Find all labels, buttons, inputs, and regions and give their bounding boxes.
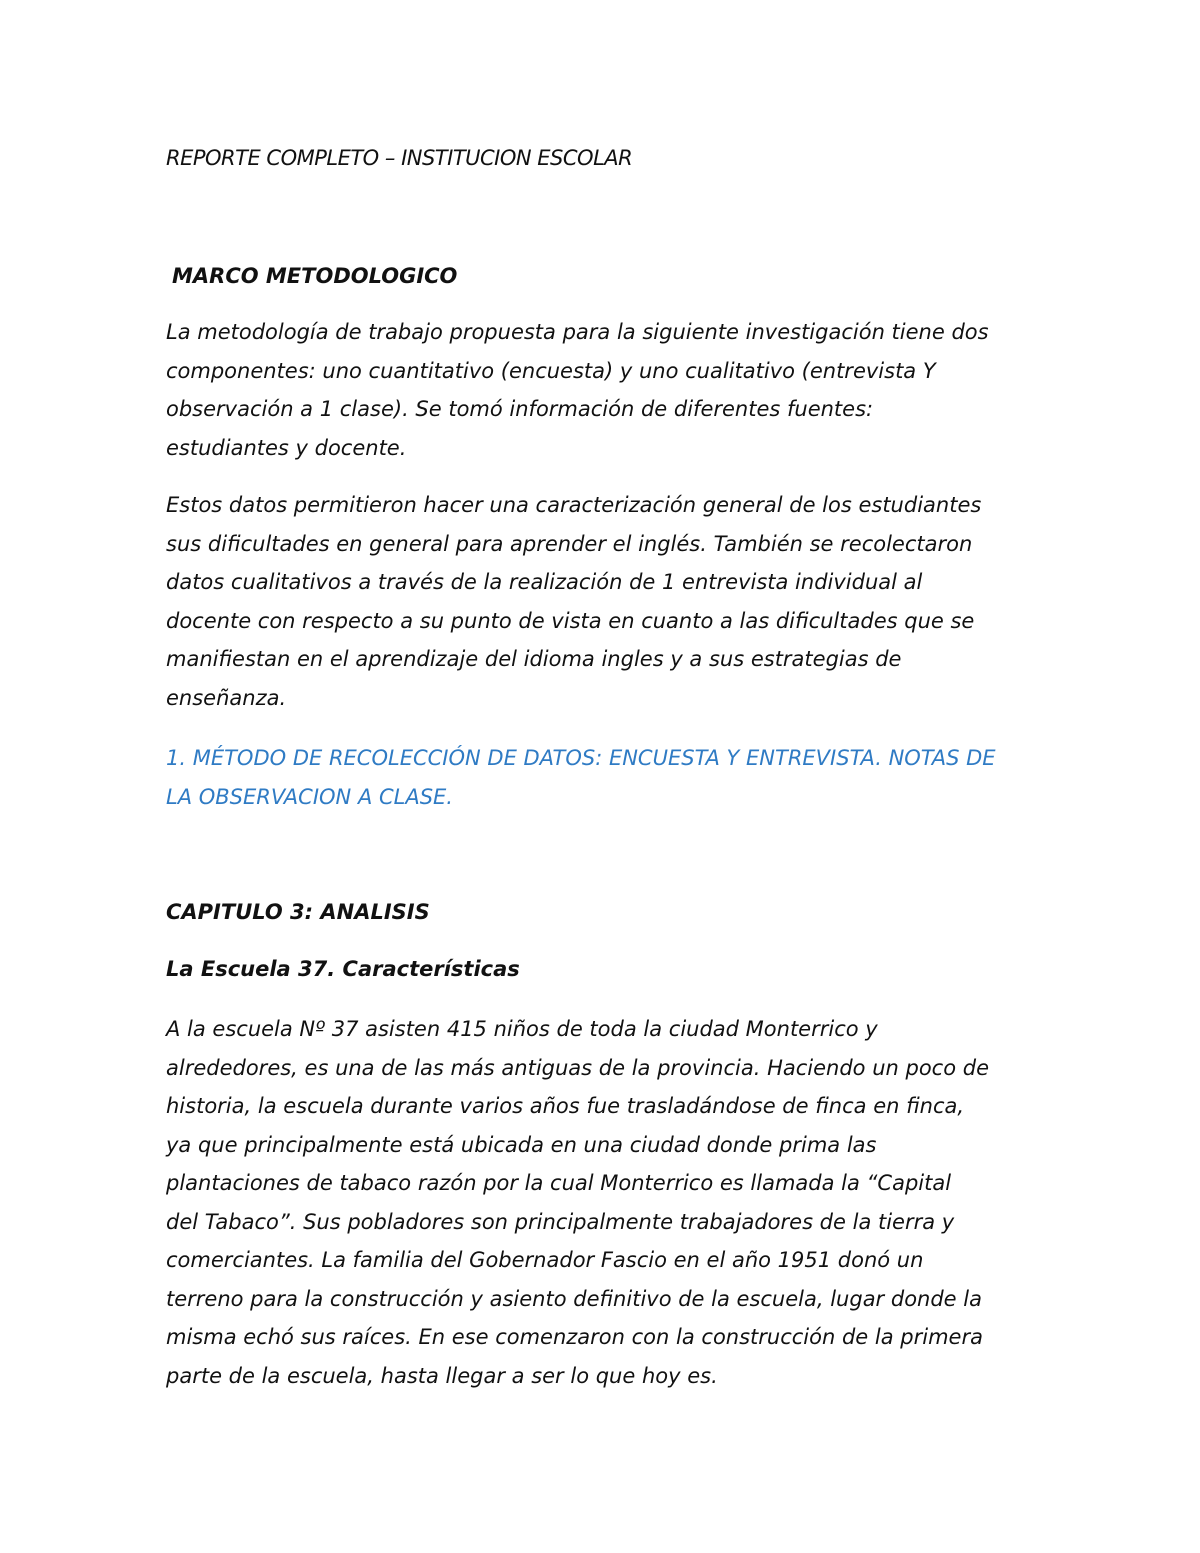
heading-data-collection-method: 1. MÉTODO DE RECOLECCIÓN DE DATOS: ENCUESTA Y ENTREVISTA. NOTAS DE LA OBSERVACION A CLASE. (166, 746, 996, 809)
subsection-title-escuela-37: La Escuela 37. Características (166, 957, 520, 981)
paragraph-data-characterization: Estos datos permitieron hacer una caracterización general de los estudiantes sus dificultades en general para aprender el inglés. También se recolectaron datos cualitativos a través de la realización de 1 entrevista individual al docente con respecto a su punto de vista en cuanto a las dificultades que se manifiestan en el aprendizaje del idioma ingles y a sus estrategias de enseñanza. (166, 493, 982, 710)
paragraph-school-history: A la escuela Nº 37 asisten 415 niños de toda la ciudad Monterrico y alrededores, es una de las más antiguas de la provincia. Haciendo un poco de historia, la escuela durante varios años fue trasladándose de finca en finca, ya que principalmente está ubicada en una ciudad donde prima las plantaciones de tabaco razón por la cual Monterrico es llamada la “Capital del Tabaco”. Sus pobladores son principalmente trabajadores de la tierra y comerciantes. La familia del Gobernador Fascio en el año 1951 donó un terreno para la construcción y asiento definitivo de la escuela, lugar donde la misma echó sus raíces. En ese comenzaron con la construcción de la primera parte de la escuela, hasta llegar a ser lo que hoy es. (166, 1017, 989, 1388)
section-title-marco-metodologico: MARCO METODOLOGICO (172, 264, 458, 288)
report-title: REPORTE COMPLETO – INSTITUCION ESCOLAR (166, 146, 633, 170)
chapter-title-analisis: CAPITULO 3: ANALISIS (166, 900, 430, 924)
paragraph-methodology: La metodología de trabajo propuesta para la siguiente investigación tiene dos componentes: uno cuantitativo (encuesta) y uno cualitativo (entrevista Y observación a 1 clase). Se tomó información de diferentes fuentes: estudiantes y docente. (166, 320, 989, 460)
